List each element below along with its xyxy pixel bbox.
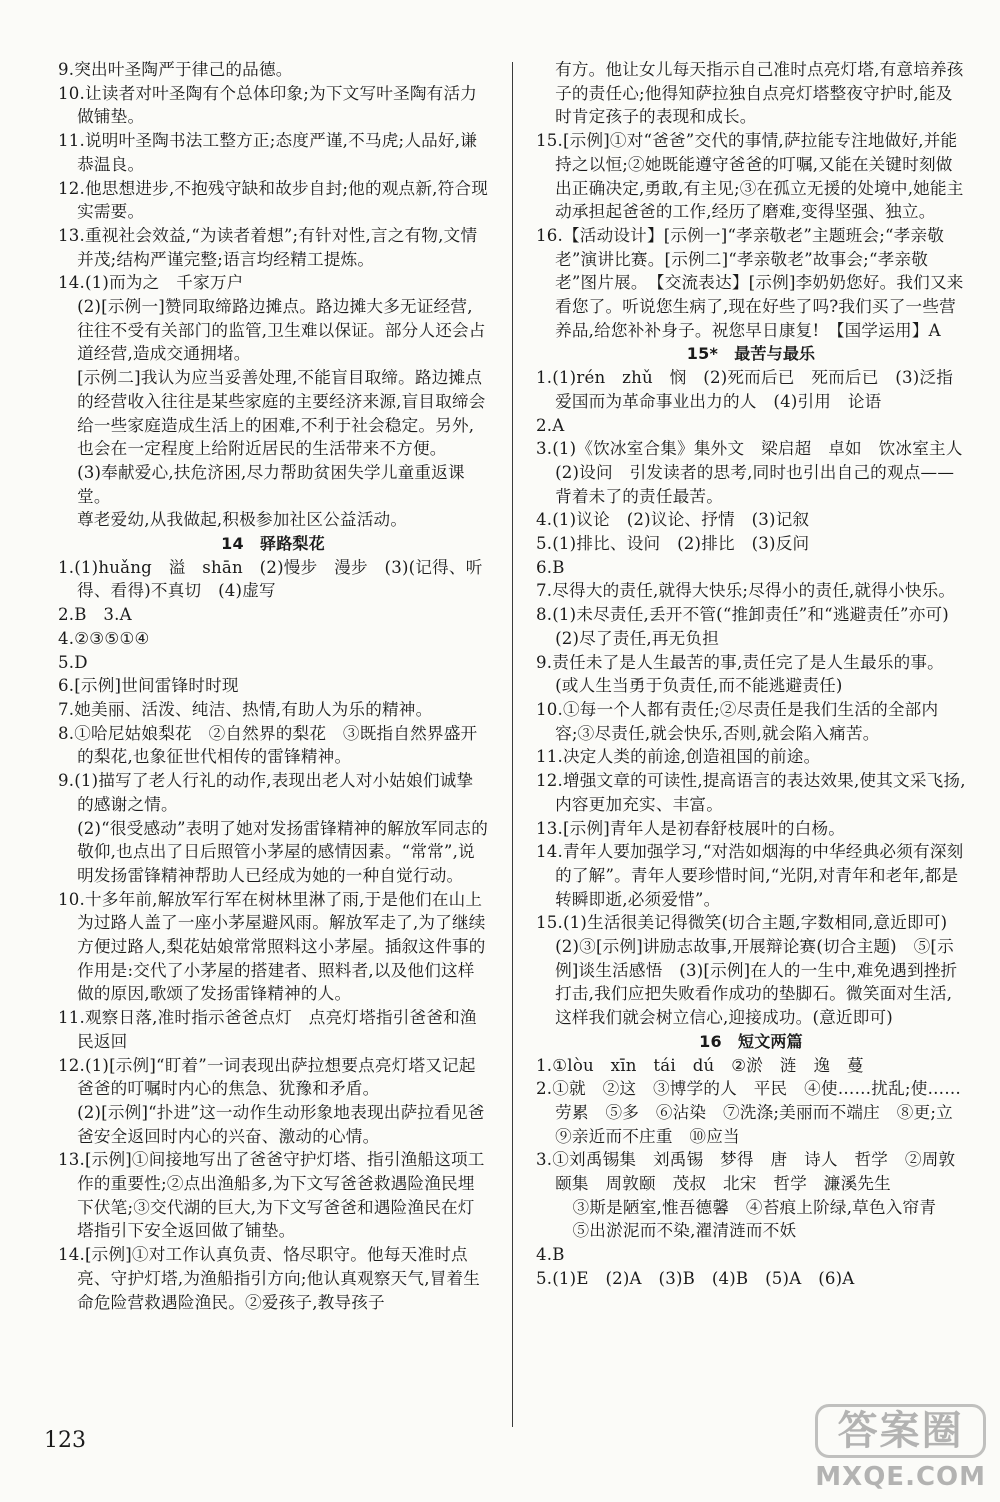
left-column [58,58,488,1314]
left-answer-line: 7.她美丽、活泼、纯洁、热情,有助人为乐的精神。 [58,699,433,719]
right-column [536,58,980,1291]
right-answer-line: 8.(1)未尽责任,丢开不管(“推卸责任”和“逃避责任”亦可) (2)尽了责任,再无负担 [536,605,966,648]
left-answer-line: 10.十多年前,解放军行军在树林里淋了雨,于是他们在山上为过路人盖了一座小茅屋避风雨。解放军走了,为了继续方便过路人,梨花姑娘常常照料这小茅屋。插叙这件事的作用是:交代了小茅屋的搭建者、照料者,以及他们这样做的原因,歌颂了发扬雷锋精神的人。 [58,889,486,1004]
left-answer-line: 13.[示例]①间接地写出了爸爸守护灯塔、指引渔船这项工作的重要性;②点出渔船多,为下文写爸爸救遇险渔民埋下伏笔;③交代湖的巨大,为下文写爸爸和遇险渔民在灯塔指引下安全返回做了铺垫。 [58,1150,485,1241]
right-answer-line: 2.①就 ②这 ③博学的人 平民 ④使……扰乱;使……劳累 ⑤多 ⑥沾染 ⑦洗涤;美丽而不端庄 ⑧更;立 ⑨亲近而不庄重 ⑩应当 [536,1079,970,1146]
left-answer-line: 4.②③⑤①④ [58,628,150,648]
left-answer-line: 11.说明叶圣陶书法工整方正;态度严谨,不马虎;人品好,谦恭温良。 [58,131,477,174]
right-answer-line: 9.责任未了是人生最苦的事,责任完了是人生最乐的事。(或人生当勇于负责任,而不能逃避责任) [536,652,944,696]
right-answer-line: 2.A [536,415,565,435]
right-answer-line: 5.(1)E (2)A (3)B (4)B (5)A (6)A [536,1268,855,1288]
right-answer-line: 4.B [536,1245,565,1265]
left-answer-line: 12.他思想进步,不抱残守缺和故步自封;他的观点新,符合现实需要。 [58,178,488,222]
right-answer-line: 5.(1)排比、设问 (2)排比 (3)反问 [536,534,810,554]
right-answer-line: 14.青年人要加强学习,“对浩如烟海的中华经典必须有深刻的了解”。青年人要珍惜时间,“光阴,对青年和老年,都是转瞬即逝,必须爱惜”。 [536,842,964,909]
right-section-heading: 16 短文两篇 [699,1031,803,1051]
right-answer-line: 3.①刘禹锡集 刘禹锡 梦得 唐 诗人 哲学 ②周敦颐集 周敦颐 茂叔 北宋 哲学 濂溪先生 [536,1150,956,1194]
watermark-logo-text: 答案圈 [815,1404,986,1458]
left-answer-line: 13.重视社会效益,“为读者着想”;有针对性,言之有物,文情并茂;结构严谨完整;语言均经精工提炼。 [58,225,478,269]
left-answer-line: [示例二]我认为应当妥善处理,不能盲目取缔。路边摊点的经营收入往往是某些家庭的主要经济来源,盲目取缔会给一些家庭造成生活上的困难,不利于社会稳定。另外,也会在一定程度上给附近居民的生活带来不方便。 [77,368,486,459]
left-answer-line: 6.[示例]世间雷锋时时现 [58,676,239,696]
right-answer-line: 15.(1)生活很美记得微笑(切合主题,字数相同,意近即可) (2)③[示例]讲励志故事,开展辩论赛(切合主题) ⑤[示例]谈生活感悟 (3)[示例]在人的一生中,难免遇到挫折打击,我们应把失败看作成功的垫脚石。微笑面对生活,这样我们就会树立信心,迎接成功。(意近即可) [536,913,965,1028]
right-answer-line: 4.(1)议论 (2)议论、抒情 (3)记叙 [536,510,810,530]
left-answer-line: (3)奉献爱心,扶危济困,尽力帮助贫困失学儿童重返课堂。 [77,462,465,506]
left-answer-line: 10.让读者对叶圣陶有个总体印象;为下文写叶圣陶有活力做铺垫。 [58,83,478,127]
right-answer-line: 6.B [536,557,565,577]
right-answer-line: 15.[示例]①对“爸爸”交代的事情,萨拉能专注地做好,并能持之以恒;②她既能遵守爸爸的叮嘱,又能在关键时刻做出正确决定,勇敢,有主见;③在孤立无援的处境中,她能主动承担起爸爸的工作,经历了磨难,变得坚强、独立。 [536,131,964,222]
left-answer-line: 1.(1)huǎng 溢 shān (2)慢步 漫步 (3)(记得、听得、看得)不真切 (4)虚写 [58,557,483,601]
left-answer-line: 9.突出叶圣陶严于律己的品德。 [58,60,293,79]
right-answer-line: 3.(1)《饮冰室合集》集外文 梁启超 卓如 饮冰室主人 (2)设问 引发读者的思考,同时也引出自己的观点——背着未了的责任最苦。 [536,439,980,506]
right-answer-line: 10.①每一个人都有责任;②尽责任是我们生活的全部内容;③尽责任,就会快乐,否则,就会陷入痛苦。 [536,699,939,743]
left-answer-line: 尊老爱幼,从我做起,积极参加社区公益活动。 [77,510,408,530]
right-answer-line: 16.【活动设计】[示例一]“孝亲敬老”主题班会;“孝亲敬老”演讲比赛。[示例二]“孝亲敬老”故事会;“孝亲敬老”图片展。 【交流表达】[示例]李奶奶您好。我们又来看您了。听说您生病了,现在好些了吗?我们买了一些营养品,给您补补身子。祝您早日康复! 【国学运用】A [536,225,964,340]
right-answer-line: 11.决定人类的前途,创造祖国的前途。 [536,747,821,767]
left-answer-line: (2)[示例]“扑进”这一动作生动形象地表现出萨拉看见爸爸安全返回时内心的兴奋、激动的心情。 [77,1102,485,1146]
left-answer-line: 2.B 3.A [58,605,132,625]
right-answer-line: 12.增强文章的可读性,提高语言的表达效果,使其文采飞扬,内容更加充实、丰富。 [536,771,966,814]
column-divider [512,62,513,1427]
left-answer-line: (2)“很受感动”表明了她对发扬雷锋精神的解放军同志的敬仰,也点出了日后照管小茅屋的感情因素。“常常”,说明发扬雷锋精神帮助人已经成为她的一种自觉行动。 [77,818,489,885]
right-answer-line: 有方。他让女儿每天指示自己准时点亮灯塔,有意培养孩子的责任心;他得知萨拉独自点亮灯塔整夜守护时,能及时肯定孩子的表现和成长。 [555,60,964,127]
left-answer-line: 14.(1)而为之 千家万户 [58,273,244,293]
watermark-logo [815,1404,986,1490]
left-answer-line: 12.(1)[示例]“盯着”一词表现出萨拉想要点亮灯塔又记起爸爸的叮嘱时内心的焦急、犹豫和矛盾。 [58,1055,476,1099]
left-answer-line: (2)[示例一]赞同取缔路边摊点。路边摊大多无证经营,往往不受有关部门的监管,卫生难以保证。部分人还会占道经营,造成交通拥堵。 [77,297,486,364]
right-answer-line: 1.(1)rén zhǔ 悯 (2)死而后已 死而后已 (3)泛指爱国而为革命事业出力的人 (4)引用 论语 [536,368,954,411]
left-answer-line: 9.(1)描写了老人行礼的动作,表现出老人对小姑娘们诚挚的感谢之情。 [58,771,474,814]
left-answer-line: 14.[示例]①对工作认真负责、恪尽职守。他每天准时点亮、守护灯塔,为渔船指引方向;他认真观察天气,冒着生命危险营救遇险渔民。②爱孩子,教导孩子 [58,1245,481,1312]
watermark-site: MXQE.COM [815,1462,986,1492]
left-answer-line: 8.①哈尼姑娘梨花 ②自然界的梨花 ③既指自然界盛开的梨花,也象征世代相传的雷锋精神。 [58,723,478,767]
right-answer-line: 13.[示例]青年人是初春舒枝展叶的白杨。 [536,818,846,838]
left-answer-line: 5.D [58,652,88,672]
right-answer-line: 1.①lòu xīn tái dú ②淤 涟 逸 蔓 [536,1055,864,1075]
right-answer-line: 7.尽得大的责任,就得大快乐;尽得小的责任,就得小快乐。 [536,581,956,601]
page-number: 123 [44,1428,86,1453]
left-section-heading: 14 驿路梨花 [221,534,325,554]
right-answer-line: ③斯是陋室,惟吾德馨 ④苔痕上阶绿,草色入帘青 ⑤出淤泥而不染,濯清涟而不妖 [572,1197,953,1241]
right-section-heading: 15* 最苦与最乐 [686,344,816,364]
left-answer-line: 11.观察日落,准时指示爸爸点灯 点亮灯塔指引爸爸和渔民返回 [58,1008,477,1051]
